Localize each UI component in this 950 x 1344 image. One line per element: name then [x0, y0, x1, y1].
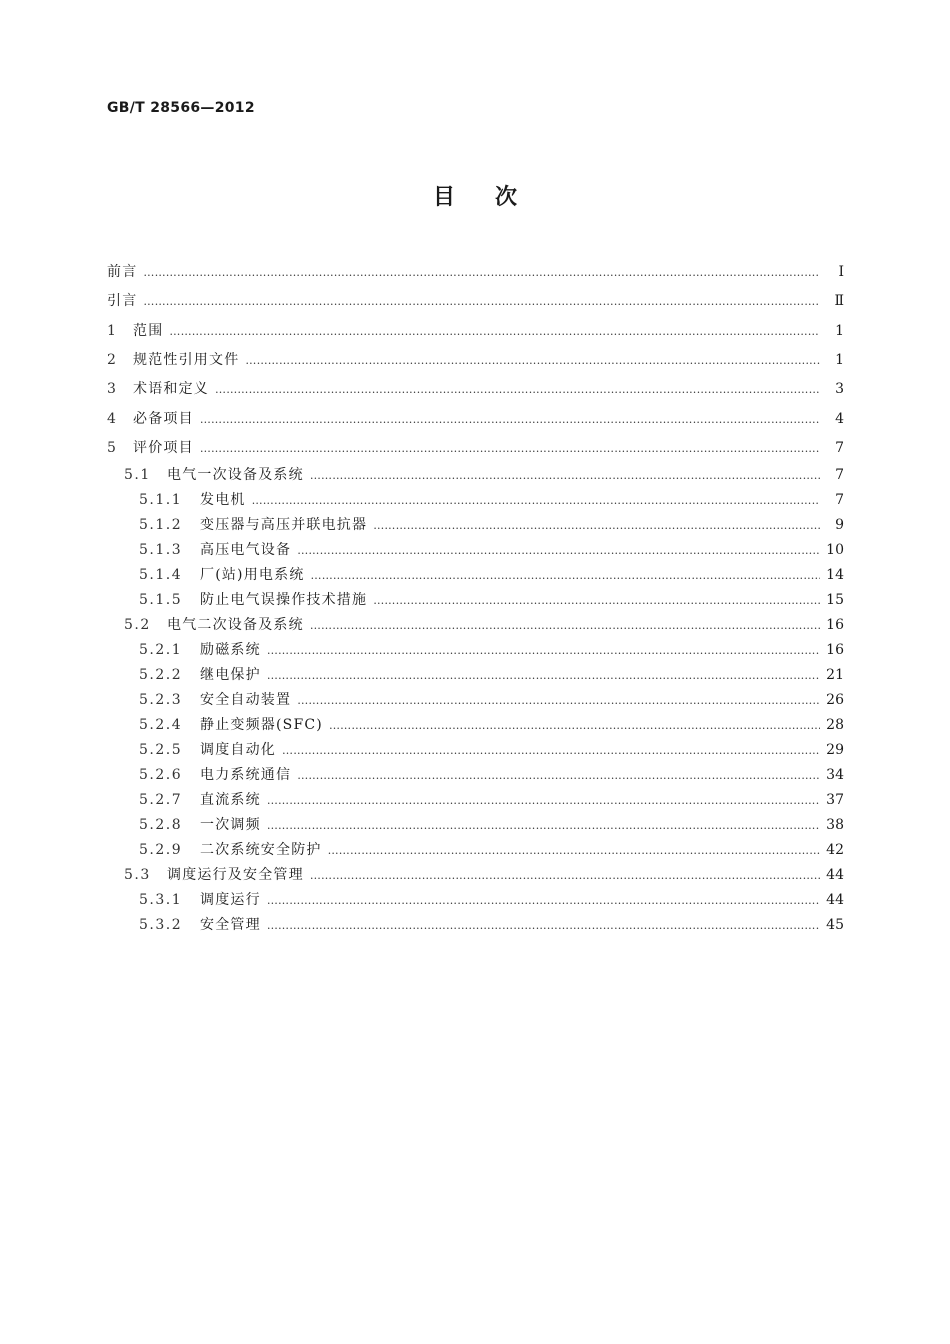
toc-entry[interactable] [107, 813, 844, 838]
toc-entry-page: 15 [826, 592, 844, 609]
toc-leader-dots [215, 377, 820, 402]
toc-leader-dots [329, 713, 820, 738]
toc-entry-label: 前言 [107, 264, 138, 281]
toc-entry-number: 5.2 [124, 617, 151, 634]
toc-leader-dots [282, 738, 820, 763]
toc-entry[interactable] [107, 738, 844, 763]
toc-leader-dots [252, 488, 820, 513]
toc-entry-page: 7 [835, 467, 844, 484]
toc-entry-label: 电气一次设备及系统 [167, 467, 304, 484]
toc-leader-dots [267, 913, 820, 938]
toc-entry-page: 28 [826, 717, 844, 734]
toc-leader-dots [310, 863, 820, 888]
toc-leader-dots [297, 763, 820, 788]
toc-entry-label: 励磁系统 [200, 642, 261, 659]
toc-entry-page: Ⅰ [838, 264, 844, 281]
toc-leader-dots [143, 260, 820, 285]
toc-entry-label: 厂(站)用电系统 [200, 567, 305, 584]
toc-entry[interactable] [107, 563, 844, 588]
toc-entry-number: 3 [107, 381, 118, 398]
toc-entry-number: 1 [107, 322, 118, 339]
toc-entry-label: 发电机 [200, 492, 246, 509]
toc-leader-dots [311, 563, 820, 588]
toc-leader-dots [200, 436, 820, 461]
toc-entry-page: 7 [835, 492, 844, 509]
toc-entry-page: 26 [826, 692, 844, 709]
toc-entry-page: 29 [826, 742, 844, 759]
toc-entry-label: 范围 [133, 322, 164, 339]
toc-entry-page: 42 [826, 842, 844, 859]
toc-entry-label: 安全自动装置 [200, 692, 292, 709]
toc-leader-dots [310, 463, 820, 488]
toc-entry-label: 二次系统安全防护 [200, 842, 322, 859]
toc-entry-number: 5.2.6 [139, 767, 183, 784]
toc-entry-number: 5.2.2 [139, 667, 183, 684]
toc-entry[interactable] [107, 638, 844, 663]
toc-entry[interactable] [107, 713, 844, 738]
toc-entry-label: 高压电气设备 [200, 542, 292, 559]
toc-entry[interactable] [107, 688, 844, 713]
toc-entry-page: 37 [826, 792, 844, 809]
toc-entry-label: 必备项目 [133, 410, 194, 427]
toc-entry-page: 44 [826, 867, 844, 884]
toc-entry-number: 5.2.8 [139, 817, 183, 834]
toc-entry-label: 静止变频器(SFC) [200, 717, 323, 734]
toc-leader-dots [267, 638, 820, 663]
toc-entry-number: 2 [107, 352, 118, 369]
toc-entry-label: 一次调频 [200, 817, 261, 834]
toc-entry[interactable] [107, 513, 844, 538]
toc-entry-page: 16 [826, 642, 844, 659]
toc-entry-label: 调度自动化 [200, 742, 276, 759]
toc-entry-page: 38 [826, 817, 844, 834]
toc-leader-dots [200, 407, 820, 432]
toc-leader-dots [310, 613, 820, 638]
toc-entry-number: 5.1.4 [139, 567, 183, 584]
toc-entry[interactable] [107, 538, 844, 563]
toc-entry-number: 5.3.1 [139, 892, 183, 909]
standard-code: GB/T 28566—2012 [107, 100, 255, 116]
toc-entry-page: 44 [826, 892, 844, 909]
toc-leader-dots [267, 663, 820, 688]
toc-entry[interactable] [107, 434, 844, 463]
toc-entry-page: 7 [835, 439, 844, 456]
toc-entry-label: 直流系统 [200, 792, 261, 809]
toc-entry-page: 1 [835, 322, 844, 339]
toc-entry-number: 5.3.2 [139, 917, 183, 934]
toc-entry-number: 5.1.1 [139, 492, 183, 509]
toc-entry-page: 14 [826, 567, 844, 584]
toc-leader-dots [267, 888, 820, 913]
toc-entry[interactable] [107, 287, 844, 316]
toc-entry-number: 5.2.5 [139, 742, 183, 759]
toc-entry-label: 调度运行 [200, 892, 261, 909]
toc-leader-dots [297, 688, 820, 713]
toc-entry-number: 5.1.5 [139, 592, 183, 609]
toc-entry-page: 3 [835, 381, 844, 398]
toc-entry-label: 术语和定义 [133, 381, 209, 398]
toc-entry-label: 防止电气误操作技术措施 [200, 592, 368, 609]
toc-entry-page: 45 [826, 917, 844, 934]
toc-entry[interactable] [107, 788, 844, 813]
toc-entry-number: 5 [107, 439, 118, 456]
toc-entry-label: 继电保护 [200, 667, 261, 684]
toc-entry-page: 4 [835, 410, 844, 427]
toc-entry-label: 电气二次设备及系统 [167, 617, 304, 634]
toc-leader-dots [143, 289, 820, 314]
toc-leader-dots [169, 319, 820, 344]
toc-entry-number: 5.1.3 [139, 542, 183, 559]
toc-entry[interactable] [107, 613, 844, 638]
toc-leader-dots [267, 813, 820, 838]
toc-entry[interactable] [107, 375, 844, 404]
toc-leader-dots [373, 513, 820, 538]
toc-entry[interactable] [107, 863, 844, 888]
toc-entry-page: 10 [826, 542, 844, 559]
toc-entry-number: 5.2.9 [139, 842, 183, 859]
toc-entry-page: Ⅱ [834, 293, 844, 310]
toc-leader-dots [373, 588, 820, 613]
toc-entry-number: 5.1.2 [139, 517, 183, 534]
toc-entry[interactable] [107, 763, 844, 788]
toc-entry-number: 4 [107, 410, 118, 427]
toc-entry-label: 调度运行及安全管理 [167, 867, 304, 884]
toc-entry-label: 电力系统通信 [200, 767, 292, 784]
toc-entry[interactable] [107, 888, 844, 913]
toc-entry-label: 规范性引用文件 [133, 352, 240, 369]
toc-entry[interactable] [107, 463, 844, 488]
toc-entry[interactable] [107, 258, 844, 287]
toc-entry-page: 1 [835, 352, 844, 369]
toc-entry-number: 5.3 [124, 867, 151, 884]
toc-leader-dots [267, 788, 820, 813]
toc-entry-number: 5.2.1 [139, 642, 183, 659]
toc-entry-number: 5.2.7 [139, 792, 183, 809]
toc-leader-dots [245, 348, 820, 373]
toc-leader-dots [328, 838, 820, 863]
toc-entry-label: 安全管理 [200, 917, 261, 934]
toc-entry-page: 34 [826, 767, 844, 784]
toc-entry[interactable] [107, 317, 844, 346]
toc-entry[interactable] [107, 588, 844, 613]
toc-entry-page: 21 [826, 667, 844, 684]
toc-entry-number: 5.1 [124, 467, 151, 484]
toc-entry-label: 变压器与高压并联电抗器 [200, 517, 368, 534]
toc-entry-page: 9 [835, 517, 844, 534]
toc-leader-dots [297, 538, 820, 563]
toc-entry-number: 5.2.3 [139, 692, 183, 709]
toc-entry-label: 引言 [107, 293, 138, 310]
toc-entry-label: 评价项目 [133, 439, 194, 456]
toc-entry[interactable] [107, 913, 844, 938]
toc-entry-page: 16 [826, 617, 844, 634]
toc-entry[interactable] [107, 663, 844, 688]
table-of-contents [107, 258, 844, 938]
toc-entry[interactable] [107, 488, 844, 513]
page-title: 目次 [432, 185, 557, 210]
toc-entry-number: 5.2.4 [139, 717, 183, 734]
toc-entry[interactable] [107, 346, 844, 375]
toc-entry[interactable] [107, 404, 844, 433]
toc-entry[interactable] [107, 838, 844, 863]
